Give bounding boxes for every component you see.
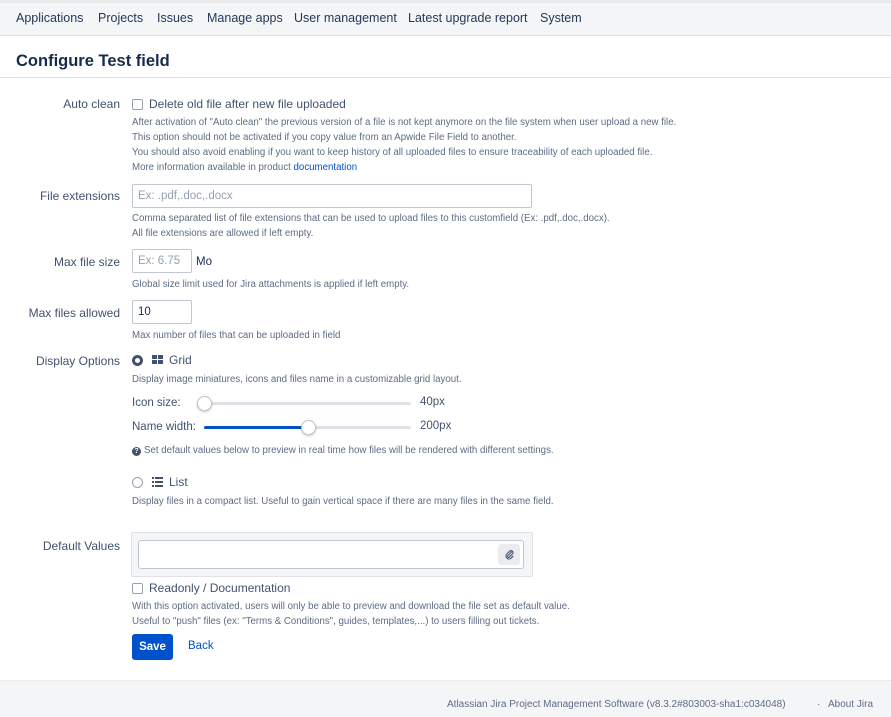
top-navigation (0, 0, 891, 36)
list-icon (152, 477, 163, 487)
auto-clean-description-3: You should also avoid enabling if you want to keep history of all uploaded files to ensure traceability of each uploaded file. (132, 147, 653, 158)
max-file-size-label: Max file size (53, 255, 120, 269)
page-title: Configure Test field (16, 52, 170, 70)
grid-option-label[interactable]: Grid (169, 353, 192, 367)
back-link[interactable]: Back (188, 640, 214, 652)
name-width-slider-handle[interactable] (301, 420, 316, 435)
auto-clean-description-1: After activation of "Auto clean" the previous version of a file is not kept anymore on the file system when user upload a new file. (132, 117, 677, 128)
display-options-label: Display Options (35, 354, 120, 368)
file-extensions-description-2: All file extensions are allowed if left empty. (132, 228, 314, 239)
nav-applications[interactable]: Applications (16, 11, 84, 25)
max-files-label: Max files allowed (28, 306, 120, 320)
max-file-size-unit: Mo (196, 256, 212, 268)
grid-radio[interactable] (132, 355, 143, 366)
file-extensions-input[interactable] (132, 184, 532, 208)
file-extensions-label: File extensions (39, 189, 120, 203)
icon-size-value: 40px (420, 396, 445, 408)
list-description: Display files in a compact list. Useful to gain vertical space if there are many files in the same field. (132, 496, 554, 507)
readonly-description-2: Useful to "push" files (ex: "Terms & Conditions", guides, templates,...) to users filling out tickets. (132, 616, 540, 627)
nav-user-management[interactable]: User management (294, 11, 397, 25)
nav-system[interactable]: System (540, 11, 582, 25)
title-divider (0, 77, 891, 78)
auto-clean-description-2: This option should not be activated if you copy value from an Apwide File Field to another. (132, 132, 517, 143)
list-option-label[interactable]: List (169, 475, 188, 489)
default-values-label: Default Values (42, 539, 120, 553)
readonly-description-1: With this option activated, users will only be able to preview and download the file set as default value. (132, 601, 570, 612)
auto-clean-option-label[interactable]: Delete old file after new file uploaded (149, 97, 346, 111)
nav-issues[interactable]: Issues (157, 11, 194, 25)
footer-software-info: Atlassian Jira Project Management Software (v8.3.2#803003-sha1:c034048) (447, 699, 786, 710)
file-extensions-description-1: Comma separated list of file extensions that can be used to upload files to this customfield (Ex: .pdf,.doc,.docx). (132, 213, 610, 224)
max-file-size-input[interactable] (132, 249, 192, 273)
preview-hint-text: Set default values below to preview in real time how files will be rendered with different settings. (144, 445, 554, 456)
attach-file-button[interactable] (498, 544, 520, 565)
list-radio[interactable] (132, 477, 143, 488)
readonly-option-label[interactable]: Readonly / Documentation (149, 581, 291, 595)
grid-icon (152, 355, 163, 365)
question-icon: ? (132, 447, 141, 456)
preview-hint (132, 443, 554, 458)
default-file-dropzone[interactable] (138, 540, 524, 569)
auto-clean-checkbox[interactable] (132, 99, 143, 110)
about-jira-link[interactable]: About Jira (828, 699, 874, 710)
nav-projects[interactable]: Projects (98, 11, 144, 25)
footer-separator: · (817, 699, 821, 710)
name-width-value: 200px (420, 420, 452, 432)
max-files-description: Max number of files that can be uploaded in field (132, 330, 341, 341)
nav-latest-upgrade-report[interactable]: Latest upgrade report (408, 11, 528, 25)
default-values-container (131, 532, 533, 577)
icon-size-slider-handle[interactable] (197, 396, 212, 411)
readonly-checkbox[interactable] (132, 583, 143, 594)
paperclip-icon (505, 549, 514, 560)
auto-clean-more-info-text: More information available in product (132, 162, 294, 173)
icon-size-slider[interactable] (204, 402, 411, 405)
name-width-label: Name width: (132, 421, 196, 433)
grid-description: Display image miniatures, icons and files name in a customizable grid layout. (132, 374, 462, 385)
save-button[interactable]: Save (132, 634, 173, 660)
auto-clean-description-4 (132, 160, 357, 175)
footer (0, 680, 891, 717)
max-file-size-description: Global size limit used for Jira attachments is applied if left empty. (132, 279, 410, 290)
documentation-link[interactable]: documentation (293, 162, 358, 173)
nav-manage-apps[interactable]: Manage apps (207, 11, 283, 25)
icon-size-label: Icon size: (132, 397, 181, 409)
name-width-slider-fill (204, 426, 308, 429)
auto-clean-label: Auto clean (63, 97, 120, 111)
name-width-slider[interactable] (204, 426, 411, 429)
max-files-input[interactable] (132, 300, 192, 324)
